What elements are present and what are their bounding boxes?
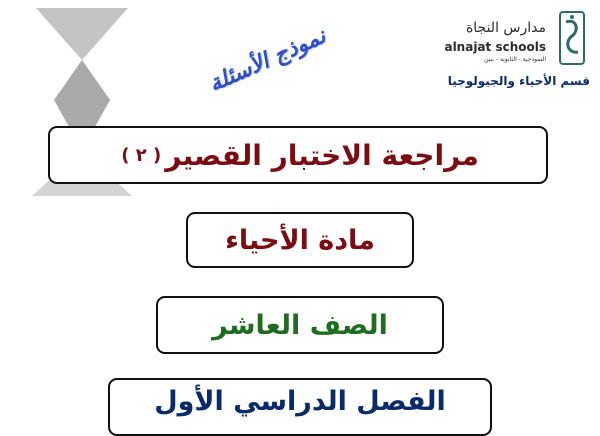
subject-text: مادة الأحياء [225, 224, 375, 256]
alnajat-logo-mark-icon [552, 8, 592, 68]
term-text: الفصل الدراسي الأول [154, 386, 446, 417]
school-name-english: alnajat schools [444, 40, 546, 54]
title-number: ( ٢ ) [121, 144, 162, 166]
school-subtitle: النموذجية - الثانوية - بنين [484, 56, 546, 63]
title-box [48, 126, 548, 184]
title-text: مراجعة الاختبار القصير [165, 138, 479, 172]
grade-text: الصف العاشر [212, 309, 388, 341]
subject-box [186, 212, 414, 268]
term-box [108, 378, 492, 436]
department-name: قسم الأحياء والجيولوجيا [447, 74, 590, 88]
decorative-shape-top [36, 8, 128, 60]
school-name-arabic: مدارس النجاة [465, 20, 546, 36]
sample-questions-label: نموذج الأسئلة [205, 23, 330, 98]
grade-box [156, 296, 444, 354]
